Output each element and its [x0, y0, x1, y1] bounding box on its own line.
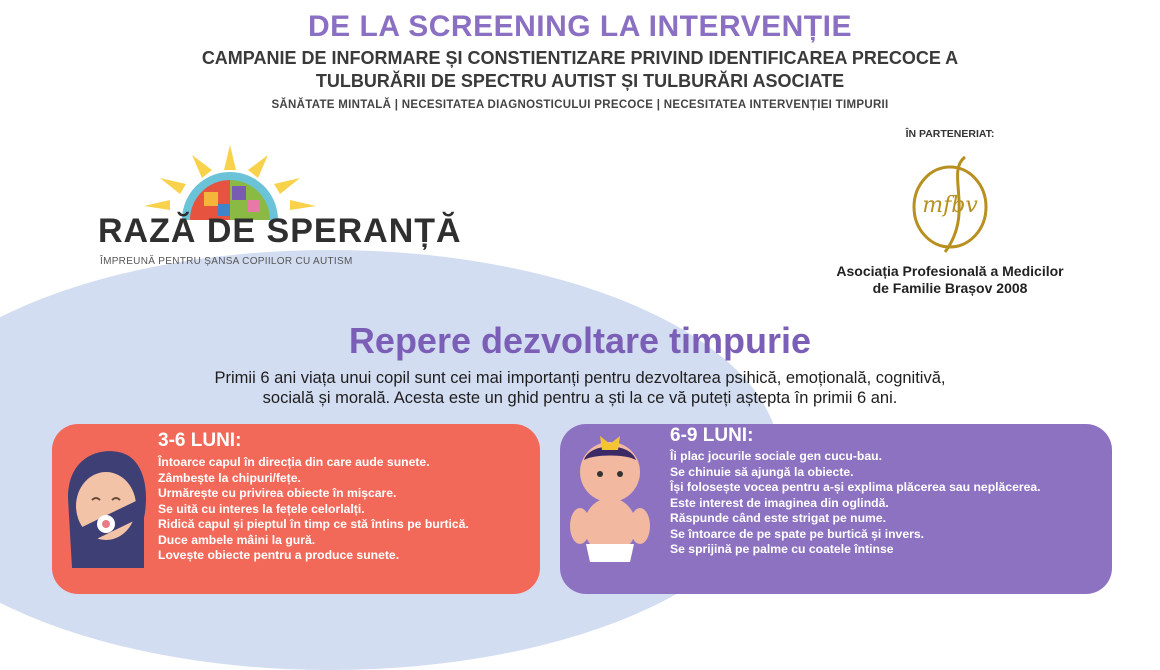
sitting-baby-icon [560, 426, 660, 566]
list-item: Se uită cu interes la fețele celorlalți. [158, 501, 365, 516]
list-item: Îi plac jocurile sociale gen cucu-bau. [670, 449, 882, 463]
card-title: 3-6 LUNI: [158, 430, 242, 451]
list-item: Se chinuie să ajungă la obiecte. [670, 464, 854, 479]
association-name [800, 263, 1100, 297]
association-logo-icon [905, 152, 995, 262]
association-name-line: de Familie Brașov 2008 [872, 280, 1028, 296]
list-item: Lovește obiecte pentru a produce sunete. [158, 548, 400, 562]
subtitle-line: TULBURĂRII DE SPECTRU AUTIST ȘI TULBURĂRI ASOCIATE [315, 71, 845, 91]
milestone-list [670, 449, 1041, 558]
intro-line: Primii 6 ani viața unui copil sunt cei mai importanți pentru dezvoltarea psihică, emoțională, cognitivă, [214, 369, 946, 387]
intro-line: socială și morală. Acesta este un ghid pentru a ști la ce vă puteți aștepta în primii 6 ani. [262, 389, 898, 407]
campaign-tagline: SĂNĂTATE MINTALĂ | NECESITATEA DIAGNOSTICULUI PRECOCE | NECESITATEA INTERVENȚIEI TIMPURII [271, 99, 889, 111]
list-item: Se sprijină pe palme cu coatele întinse [670, 542, 894, 556]
swaddled-baby-icon [58, 438, 154, 568]
list-item: Întoarce capul în direcția din care aude sunete. [158, 455, 430, 469]
milestone-list [158, 455, 469, 564]
association-logo-text: mfbv [922, 193, 978, 218]
list-item: Duce ambele mâini la gură. [158, 532, 316, 547]
campaign-subtitle [0, 47, 1160, 93]
section-intro [80, 368, 1080, 408]
list-item: Este interest de imaginea din oglindă. [670, 495, 889, 510]
brand-tagline: ÎMPREUNĂ PENTRU ȘANSA COPIILOR CU AUTISM [100, 256, 353, 267]
partner-label: ÎN PARTENERIAT: [905, 128, 995, 140]
milestone-card-3-6-months [52, 424, 540, 594]
section-title: Repere dezvoltare timpurie [348, 320, 812, 361]
list-item: Răspunde când este strigat pe nume. [670, 511, 887, 525]
brand-name: RAZĂ DE SPERANȚĂ [98, 212, 462, 250]
association-name-line: Asociația Profesională a Medicilor [836, 263, 1064, 279]
list-item: Își folosește vocea pentru a-și explima plăcerea sau neplăcerea. [670, 480, 1041, 494]
milestone-card-6-9-months [560, 424, 1112, 594]
subtitle-line: CAMPANIE DE INFORMARE ȘI CONSTIENTIZARE PRIVIND IDENTIFICAREA PRECOCE A [201, 48, 959, 68]
card-title: 6-9 LUNI: [670, 425, 754, 446]
page-title: DE LA SCREENING LA INTERVENȚIE [308, 10, 852, 43]
list-item: Urmărește cu privirea obiecte în mișcare. [158, 486, 397, 500]
list-item: Ridică capul și pieptul în timp ce stă întins pe burtică. [158, 517, 469, 531]
sunrise-puzzle-logo-icon [130, 140, 330, 222]
list-item: Se întoarce de pe spate pe burtică și invers. [670, 526, 925, 541]
list-item: Zâmbește la chipuri/fețe. [158, 470, 301, 485]
